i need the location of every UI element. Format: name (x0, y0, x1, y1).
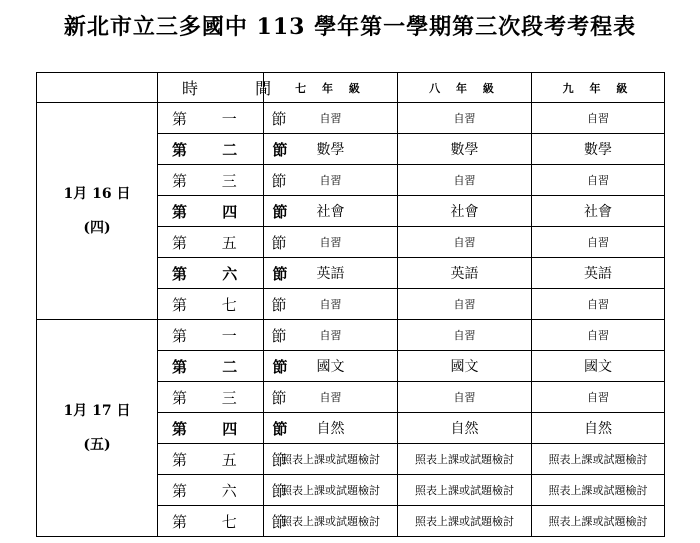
weekday-label: (五) (83, 437, 111, 453)
period-label: 第 一 節 (158, 320, 264, 351)
period-label: 第 七 節 (158, 506, 264, 537)
period-label: 第 六 節 (158, 475, 264, 506)
grade9-header: 九 年 級 (532, 73, 665, 103)
subject-cell: 自習 (398, 103, 532, 134)
subject-cell: 自習 (398, 382, 532, 413)
subject-cell: 照表上課或試題檢討 (264, 444, 398, 475)
period-label: 第 二 節 (158, 134, 264, 165)
period-label: 第 三 節 (158, 382, 264, 413)
table-row (37, 103, 665, 134)
subject-cell: 照表上課或試題檢討 (398, 506, 532, 537)
subject-cell: 照表上課或試題檢討 (398, 475, 532, 506)
subject-cell: 照表上課或試題檢討 (398, 444, 532, 475)
table-row (37, 320, 665, 351)
subject-cell: 自習 (532, 165, 665, 196)
period-label: 第 三 節 (158, 165, 264, 196)
date-cell (37, 320, 158, 537)
subject-cell: 自習 (398, 320, 532, 351)
subject-cell: 照表上課或試題檢討 (532, 506, 665, 537)
subject-cell: 照表上課或試題檢討 (532, 475, 665, 506)
weekday-label: (四) (83, 220, 111, 236)
date-cell (37, 103, 158, 320)
period-label: 第 七 節 (158, 289, 264, 320)
subject-cell: 國文 (398, 351, 532, 382)
time-header: 時 間 (158, 73, 264, 103)
subject-cell: 自習 (264, 103, 398, 134)
period-label: 第 六 節 (158, 258, 264, 289)
subject-cell: 英語 (532, 258, 665, 289)
period-label: 第 五 節 (158, 227, 264, 258)
subject-cell: 照表上課或試題檢討 (532, 444, 665, 475)
subject-cell: 數學 (532, 134, 665, 165)
header-row (37, 73, 665, 103)
date-label: 1月 17 日 (63, 403, 131, 419)
period-label: 第 四 節 (158, 413, 264, 444)
subject-cell: 國文 (264, 351, 398, 382)
subject-cell: 自習 (264, 165, 398, 196)
subject-cell: 自習 (532, 289, 665, 320)
subject-cell: 英語 (398, 258, 532, 289)
subject-cell: 自習 (532, 320, 665, 351)
subject-cell: 自習 (264, 320, 398, 351)
subject-cell: 社會 (264, 196, 398, 227)
subject-cell: 自習 (264, 227, 398, 258)
subject-cell: 自習 (398, 227, 532, 258)
grade8-header: 八 年 級 (398, 73, 532, 103)
subject-cell: 國文 (532, 351, 665, 382)
period-label: 第 二 節 (158, 351, 264, 382)
subject-cell: 自習 (264, 289, 398, 320)
period-label: 第 五 節 (158, 444, 264, 475)
page-title: 新北市立三多國中 113 學年第一學期第三次段考考程表 (63, 14, 637, 40)
subject-cell: 照表上課或試題檢討 (264, 506, 398, 537)
subject-cell: 照表上課或試題檢討 (264, 475, 398, 506)
period-label: 第 四 節 (158, 196, 264, 227)
subject-cell: 數學 (398, 134, 532, 165)
subject-cell: 自習 (398, 165, 532, 196)
subject-cell: 英語 (264, 258, 398, 289)
subject-cell: 自習 (532, 103, 665, 134)
exam-schedule-table (36, 72, 665, 537)
subject-cell: 自習 (532, 382, 665, 413)
subject-cell: 自習 (532, 227, 665, 258)
corner-cell (37, 73, 158, 103)
period-label: 第 一 節 (158, 103, 264, 134)
subject-cell: 自然 (398, 413, 532, 444)
grade7-header: 七 年 級 (264, 73, 398, 103)
subject-cell: 自然 (264, 413, 398, 444)
subject-cell: 自習 (398, 289, 532, 320)
subject-cell: 社會 (532, 196, 665, 227)
date-label: 1月 16 日 (63, 186, 131, 202)
subject-cell: 自然 (532, 413, 665, 444)
subject-cell: 數學 (264, 134, 398, 165)
subject-cell: 自習 (264, 382, 398, 413)
subject-cell: 社會 (398, 196, 532, 227)
